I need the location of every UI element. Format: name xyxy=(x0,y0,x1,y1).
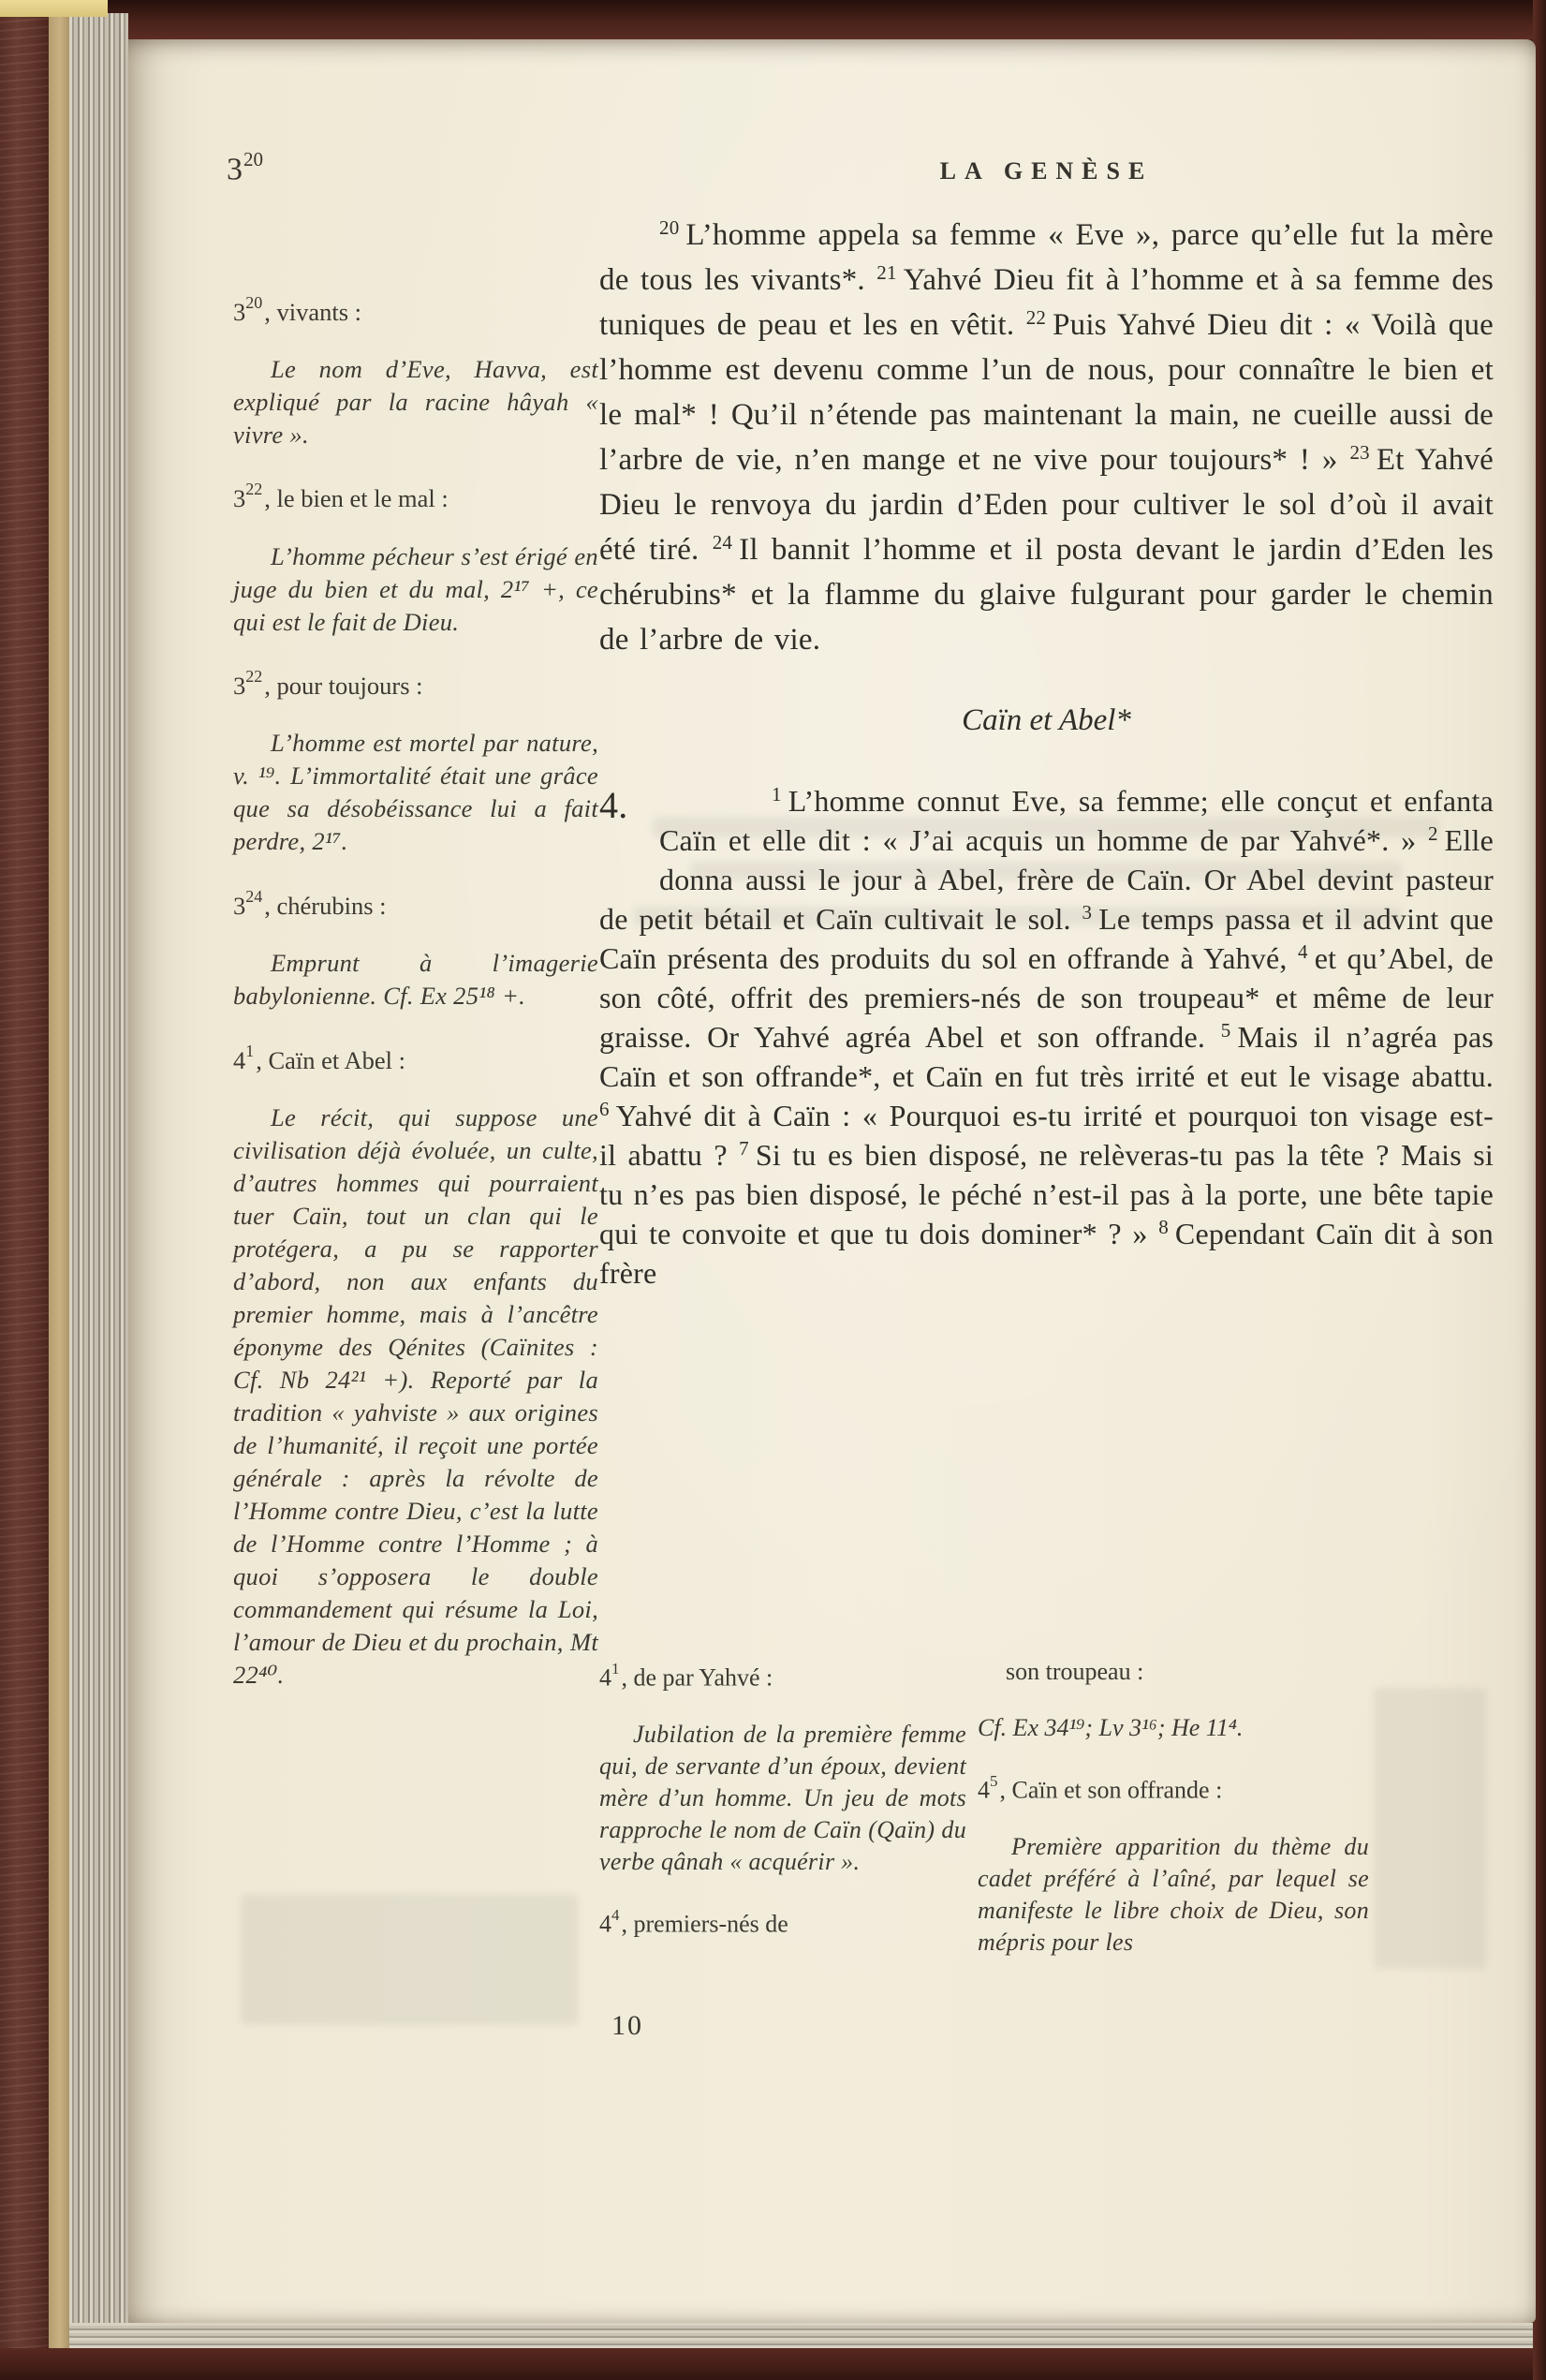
margin-note xyxy=(233,476,598,638)
bleed-through-artifact xyxy=(1374,1688,1486,1969)
verse-text: Et Yahvé Dieu le renvoya du jardin d’Eden pour cultiver le sol d’où il avait été tiré. xyxy=(599,443,1494,567)
verse-text: Si tu es bien disposé, ne relèveras-tu pas la tête ? Mais si tu n’es pas bien disposé, le péché n’est-il pas à la porte, une bête tapie qui te convoite et que tu dois dominer* ? » xyxy=(599,1138,1494,1250)
footnote-column-right xyxy=(978,1632,1369,1983)
margin-note-ref: $3^{20}$, vivants : xyxy=(233,292,362,326)
page-number: 10 xyxy=(611,2010,643,2041)
verse-text: Yahvé dit à Caïn : « Pourquoi es-tu irrité et pourquoi ton visage est-il abattu ? xyxy=(599,1099,1494,1172)
margin-note-body: Le nom d’Eve, Havva, est expliqué par la racine hâyah « vivre ». xyxy=(233,354,598,449)
verse-number: 5 xyxy=(1220,1019,1231,1042)
book-spine-tan-strip xyxy=(49,13,69,2380)
page-stack-edges-left xyxy=(69,13,128,2348)
book-cover-top-edge xyxy=(69,0,1546,39)
verse-number: 23 xyxy=(1349,441,1370,464)
genesis-3-paragraph xyxy=(599,213,1494,662)
verse-text: et qu’Abel, de son côté, offrit des premiers-nés de son troupeau* et même de leur graisse. Or Yahvé agréa Abel et son offrande. xyxy=(599,941,1494,1054)
book-cover-bottom-edge xyxy=(0,2348,1546,2380)
footnote-continuation: son troupeau : xyxy=(1006,1658,1144,1685)
margin-note xyxy=(233,883,598,1013)
verse-text: Le temps passa et il advint que Caïn présenta des produits du sol en offrande à Yahvé, xyxy=(599,902,1494,975)
footnote-ref: $4^4$, premiers-nés de xyxy=(599,1905,788,1938)
verse-number: 7 xyxy=(739,1137,749,1160)
margin-note xyxy=(233,1038,598,1692)
verse-text: L’homme appela sa femme « Eve », parce qu’elle fut la mère de tous les vivants*. xyxy=(599,218,1494,297)
verse-number: 3 xyxy=(1082,901,1093,924)
margin-notes-column xyxy=(233,264,598,1717)
margin-note-body: L’homme pécheur s’est érigé en juge du bien et du mal, 2¹⁷ +, ce qui est le fait de Dieu. xyxy=(233,541,598,636)
page-stack-edges-bottom xyxy=(69,2323,1536,2348)
book-page xyxy=(128,39,1536,2323)
margin-note-body: Emprunt à l’imagerie babylonienne. Cf. Ex 25¹⁸ +. xyxy=(233,949,598,1011)
footnote-ref: $4^5$, Caïn et son offrande : xyxy=(978,1772,1223,1804)
footnote-body: Première apparition du thème du cadet préféré à l’aîné, par lequel se manifeste le libre choix de Dieu, son mépris pour les xyxy=(978,1832,1369,1956)
margin-note-ref: $3^{22}$, le bien et le mal : xyxy=(233,480,449,513)
verse-text: Puis Yahvé Dieu dit : « Voilà que l’homme est devenu comme l’un de nous, pour connaître le bien et le mal* ! Qu’il n’étende pas maintenant la main, ne cueille aussi de l’arbre de vie, n’en mange et ne vive pour toujours* ! » xyxy=(599,308,1494,477)
book-cover-left xyxy=(0,13,49,2380)
running-head-chapter: 3 xyxy=(227,152,243,187)
section-heading: Caïn et Abel* xyxy=(962,703,1131,737)
genesis-4-paragraph xyxy=(599,781,1494,1293)
footnote-column-left xyxy=(599,1632,966,1983)
verse-number: 24 xyxy=(712,531,733,554)
verse-text: L’homme connut Eve, sa femme; elle conçut et enfanta Caïn et elle dit : « J’ai acquis un homme de par Yahvé*. » xyxy=(659,784,1494,857)
verse-number: 20 xyxy=(659,216,680,239)
verse-number: 4 xyxy=(1297,940,1308,963)
footnote-cross-references: Cf. Ex 34¹⁹; Lv 3¹⁶; He 11⁴. xyxy=(978,1714,1244,1741)
margin-note xyxy=(233,663,598,858)
verse-text: Mais il n’agréa pas Caïn et son offrande*, et Caïn en fut très irrité et eut le visage abattu. xyxy=(599,1020,1494,1093)
verse-number: 6 xyxy=(599,1098,610,1120)
bleed-through-artifact xyxy=(241,1894,578,2025)
running-head-verse: 20 xyxy=(243,148,263,170)
verse-text: Il bannit l’homme et il posta devant le jardin d’Eden les chérubins* et la flamme du glaive fulgurant pour garder le chemin de l’arbre de vie. xyxy=(599,533,1494,657)
footnote-ref: $4^1$, de par Yahvé : xyxy=(599,1660,773,1692)
footnote-body: Jubilation de la première femme qui, de servante d’un époux, devient mère d’un homme. Un jeu de mots rapproche le nom de Caïn (Qaïn) du verbe qânah « acquérir ». xyxy=(599,1720,966,1875)
scripture-column xyxy=(599,213,1494,1293)
margin-note-ref: $3^{22}$, pour toujours : xyxy=(233,667,423,700)
running-head-book-title: LA GENÈSE xyxy=(939,157,1154,185)
verse-number: 1 xyxy=(772,783,782,806)
running-head-reference xyxy=(227,150,262,187)
margin-note-body: Le récit, qui suppose une civilisation déjà évoluée, un culte, d’autres hommes qui pourraient tuer Caïn, tout un clan qui le protégera, a pu se rapporter d’abord, non aux enfants du premier homme, mais à l’ancêtre éponyme des Qénites (Caïnites : Cf. Nb 24²¹ +). Reporté par la tradition « yahviste » aux origines de l’humanité, il reçoit une portée générale : après la révolte de l’Homme contre Dieu, c’est la lutte de l’Homme contre l’Homme ; à quoi s’opposera le double commandement qui résume la Loi, l’amour de Dieu et du prochain, Mt 22⁴⁰. xyxy=(233,1103,598,1690)
verse-number: 2 xyxy=(1427,822,1438,845)
verse-number: 22 xyxy=(1025,306,1047,329)
margin-note xyxy=(233,289,598,451)
verse-text: Elle donna aussi le jour à Abel, frère de Caïn. Or Abel devint pasteur de petit bétail et Caïn cultivait le sol. xyxy=(599,823,1494,936)
chapter-number: 4. xyxy=(599,784,628,826)
margin-note-ref: $4^1$, Caïn et Abel : xyxy=(233,1041,405,1074)
margin-note-ref: $3^{24}$, chérubins : xyxy=(233,886,387,920)
footnotes-block xyxy=(599,1632,1369,1983)
verse-text: Yahvé Dieu fit à l’homme et à sa femme des tuniques de peau et les en vêtit. xyxy=(599,263,1494,342)
verse-number: 8 xyxy=(1158,1216,1169,1238)
verse-number: 21 xyxy=(876,261,897,284)
verse-text: Cependant Caïn dit à son frère xyxy=(599,1217,1494,1290)
margin-note-body: L’homme est mortel par nature, v. ¹⁹. L’immortalité était une grâce que sa désobéissance lui a fait perdre, 2¹⁷. xyxy=(233,729,598,856)
page-stack-top-edge xyxy=(0,0,108,17)
